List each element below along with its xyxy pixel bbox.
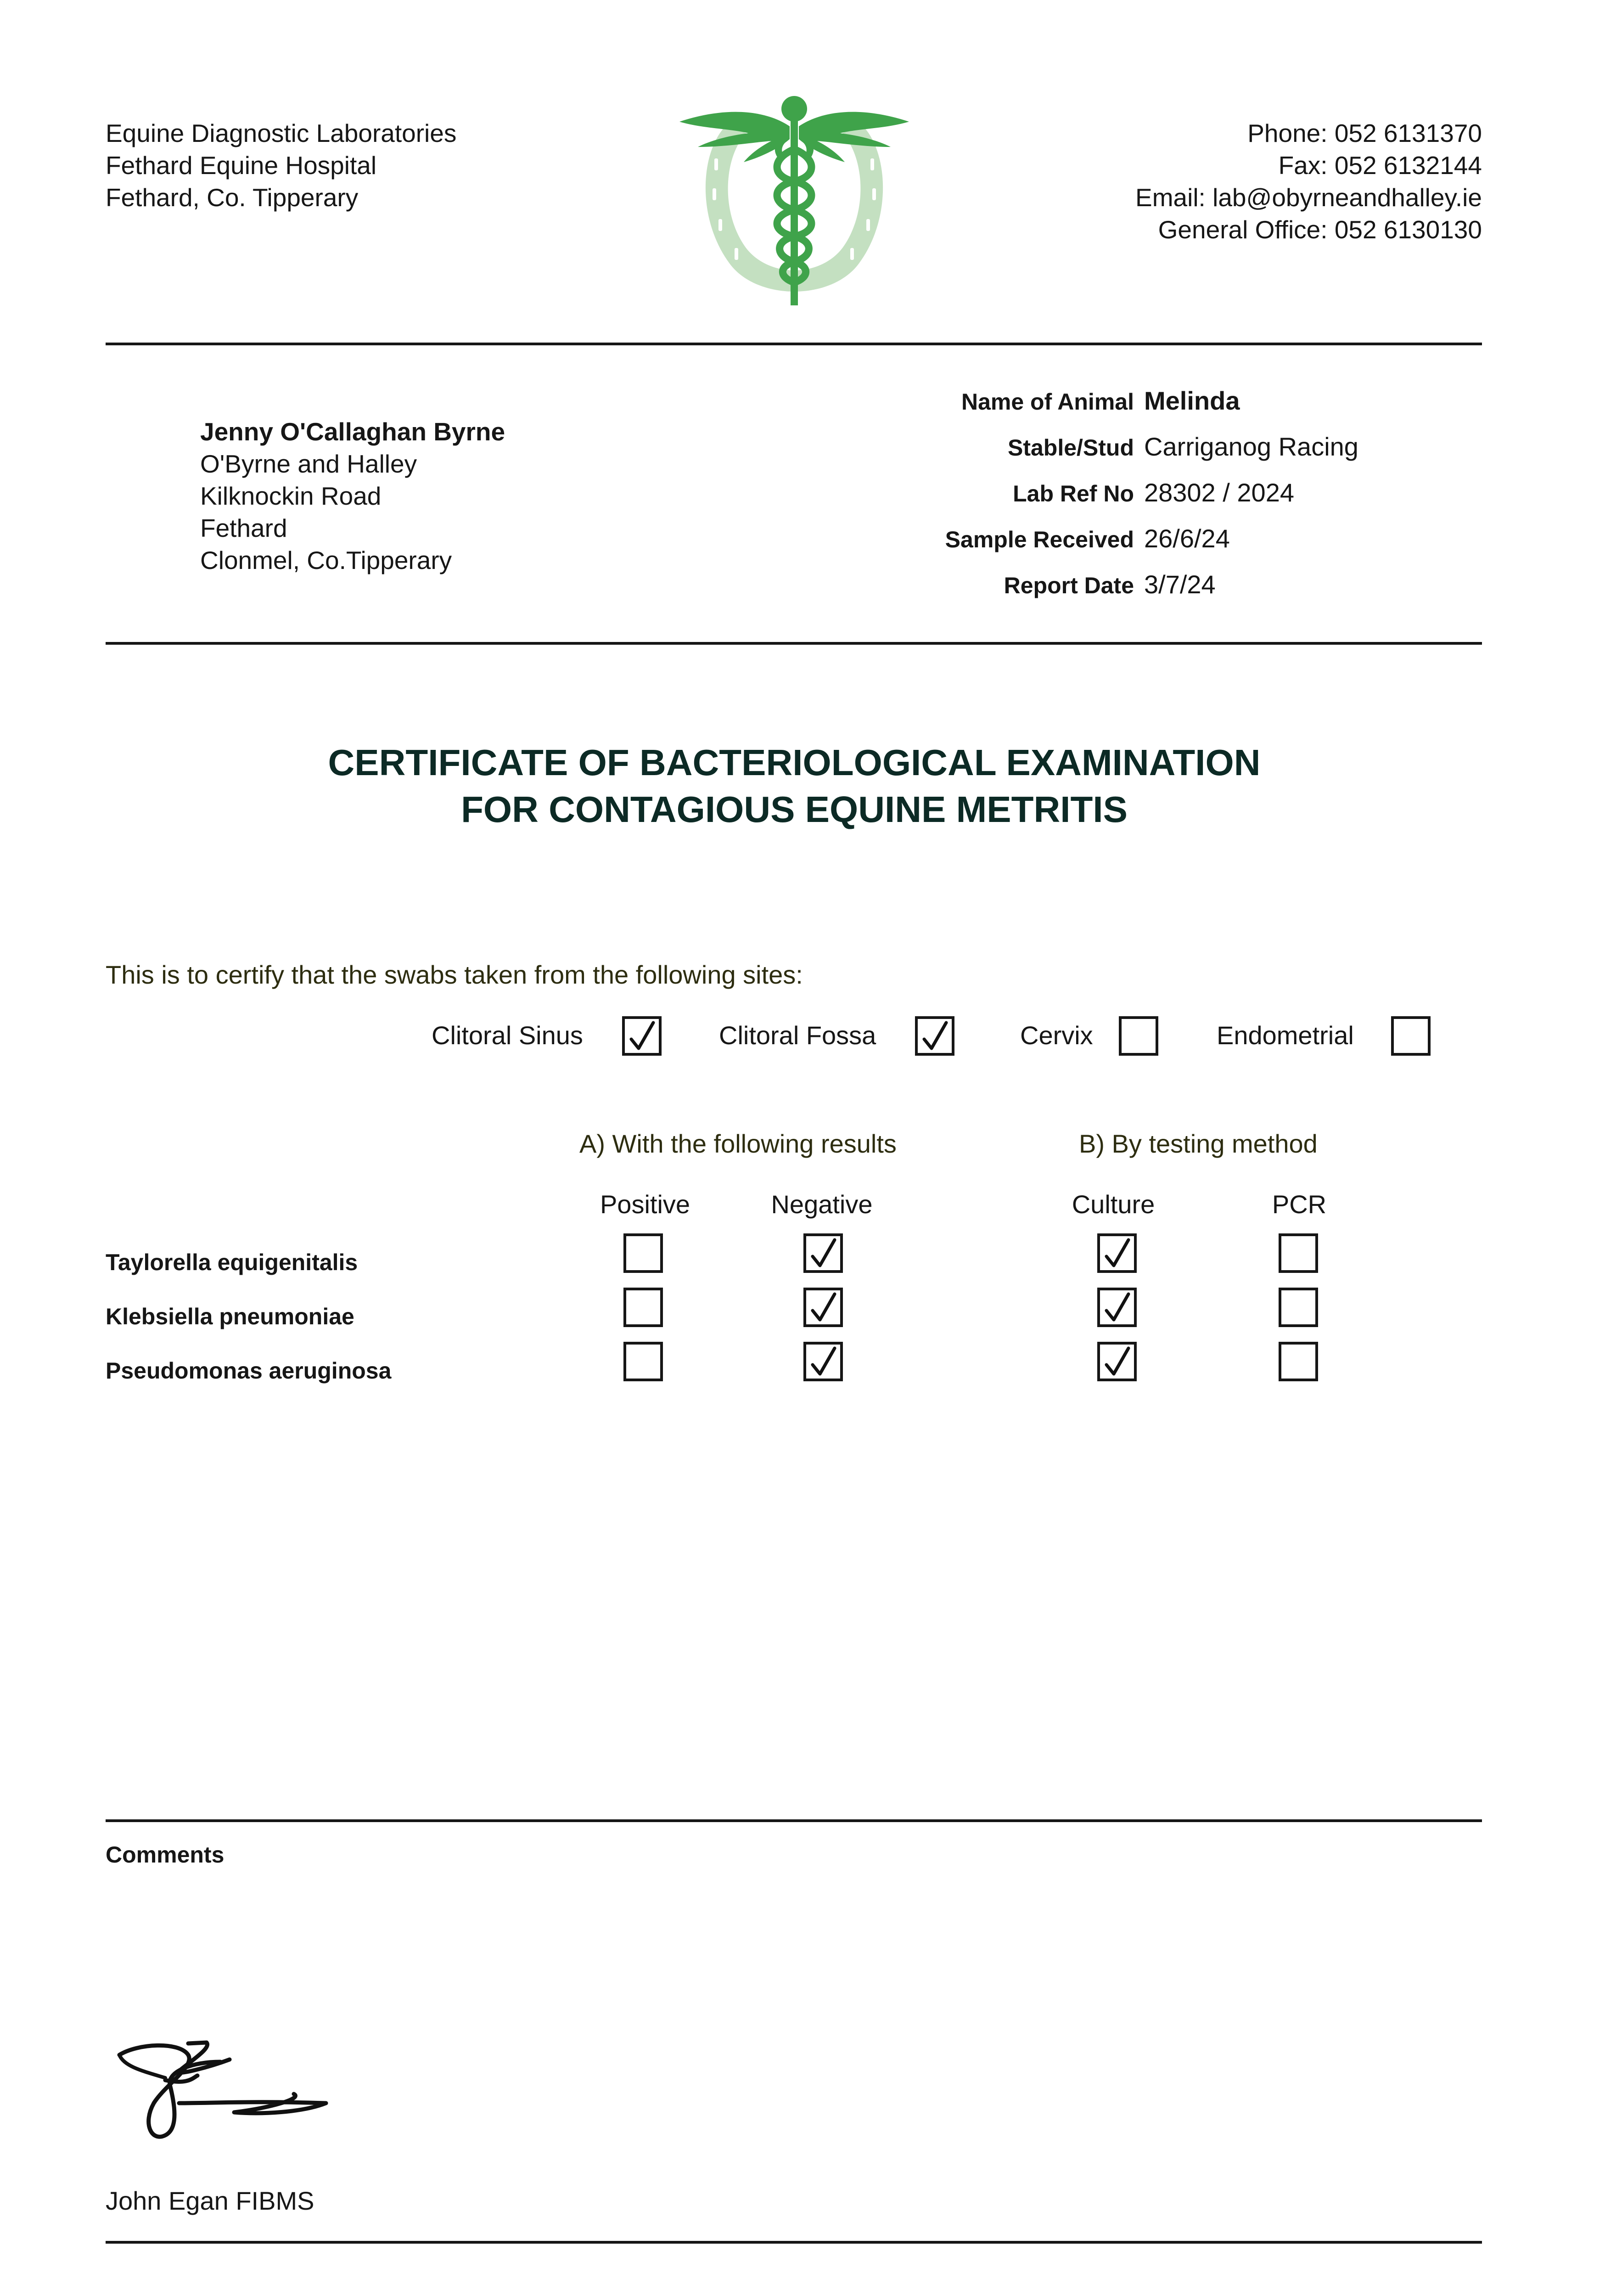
checkbox-pseudomonas-positive[interactable] (623, 1342, 663, 1381)
caduceus-horseshoe-logo (661, 90, 927, 310)
results-section-heading: A) With the following results (579, 1129, 897, 1158)
recipient-line: Kilknockin Road (200, 482, 382, 510)
title-line-2: FOR CONTAGIOUS EQUINE METRITIS (461, 789, 1128, 830)
checkbox-klebsiella-negative[interactable] (803, 1288, 843, 1327)
info-row-report (780, 569, 1358, 615)
checkbox-klebsiella-positive[interactable] (623, 1288, 663, 1327)
info-row-stable (780, 432, 1358, 478)
column-negative: Negative (771, 1190, 873, 1219)
checkmark-icon (1284, 1291, 1313, 1325)
checkbox-taylorella-positive[interactable] (623, 1233, 663, 1273)
recipient-line: Fethard (200, 514, 287, 542)
checkmark-icon (628, 1020, 656, 1054)
checkmark-icon (1284, 1237, 1313, 1271)
checkmark-icon (1103, 1237, 1131, 1271)
recipient-line: O'Byrne and Halley (200, 450, 417, 478)
checkbox-clitoral-fossa[interactable] (915, 1016, 954, 1056)
fax-number: Fax: 052 6132144 (1278, 151, 1482, 180)
column-positive: Positive (600, 1190, 690, 1219)
phone-number: Phone: 052 6131370 (1247, 119, 1482, 147)
recipient-line: Clonmel, Co.Tipperary (200, 546, 452, 574)
signer-name: John Egan FIBMS (106, 2186, 314, 2215)
column-culture: Culture (1072, 1190, 1155, 1219)
checkmark-icon (1103, 1291, 1131, 1325)
checkbox-pseudomonas-culture[interactable] (1097, 1342, 1137, 1381)
info-divider (106, 642, 1482, 645)
organism-klebsiella: Klebsiella pneumoniae (106, 1304, 354, 1329)
lab-ref-number: 28302 / 2024 (1144, 478, 1294, 507)
certify-statement: This is to certify that the swabs taken from the following sites: (106, 960, 803, 989)
checkmark-icon (629, 1237, 657, 1271)
checkbox-klebsiella-culture[interactable] (1097, 1288, 1137, 1327)
lab-name: Equine Diagnostic Laboratories (106, 119, 457, 147)
comments-divider (106, 1819, 1482, 1822)
animal-name: Melinda (1144, 386, 1240, 415)
checkbox-pseudomonas-pcr[interactable] (1279, 1342, 1318, 1381)
checkmark-icon (809, 1345, 837, 1379)
checkmark-icon (629, 1291, 657, 1325)
checkmark-icon (629, 1345, 657, 1379)
recipient-name: Jenny O'Callaghan Byrne (200, 417, 505, 446)
checkmark-icon (1397, 1020, 1425, 1054)
checkbox-taylorella-pcr[interactable] (1279, 1233, 1318, 1273)
checkmark-icon (1124, 1020, 1153, 1054)
site-label-cervix: Cervix (1020, 1021, 1093, 1050)
checkbox-cervix[interactable] (1119, 1016, 1158, 1056)
organism-taylorella: Taylorella equigenitalis (106, 1249, 358, 1275)
lab-location: Fethard, Co. Tipperary (106, 183, 359, 212)
checkbox-taylorella-negative[interactable] (803, 1233, 843, 1273)
stable-name: Carriganog Racing (1144, 432, 1358, 461)
recipient-address (200, 416, 505, 576)
checkbox-endometrial[interactable] (1391, 1016, 1431, 1056)
checkbox-pseudomonas-negative[interactable] (803, 1342, 843, 1381)
sample-received-date: 26/6/24 (1144, 524, 1230, 553)
checkbox-taylorella-culture[interactable] (1097, 1233, 1137, 1273)
checkmark-icon (809, 1291, 837, 1325)
checkmark-icon (809, 1237, 837, 1271)
lab-hospital: Fethard Equine Hospital (106, 151, 377, 180)
checkmark-icon (920, 1020, 949, 1054)
info-label: Report Date (1004, 573, 1134, 598)
title-line-1: CERTIFICATE OF BACTERIOLOGICAL EXAMINATION (328, 742, 1261, 783)
lab-contact (1135, 117, 1482, 246)
info-label: Stable/Stud (1007, 435, 1134, 461)
general-office-number: General Office: 052 6130130 (1158, 215, 1482, 244)
info-row-received (780, 523, 1358, 569)
email-address: Email: lab@obyrneandhalley.ie (1135, 183, 1482, 212)
lab-address (106, 117, 456, 214)
site-label-clitoral-sinus: Clitoral Sinus (432, 1021, 583, 1050)
info-label: Name of Animal (961, 389, 1134, 415)
comments-label: Comments (106, 1842, 224, 1868)
header-divider (106, 343, 1482, 345)
sample-info (780, 386, 1358, 615)
method-section-heading: B) By testing method (1079, 1129, 1318, 1158)
handwritten-signature (110, 2034, 340, 2154)
checkmark-icon (1284, 1345, 1313, 1379)
info-label: Sample Received (945, 527, 1134, 552)
organism-pseudomonas: Pseudomonas aeruginosa (106, 1358, 392, 1384)
checkbox-klebsiella-pcr[interactable] (1279, 1288, 1318, 1327)
certificate-title (106, 739, 1483, 833)
site-label-endometrial: Endometrial (1217, 1021, 1354, 1050)
checkmark-icon (1103, 1345, 1131, 1379)
site-label-clitoral-fossa: Clitoral Fossa (719, 1021, 876, 1050)
footer-divider (106, 2241, 1482, 2244)
checkbox-clitoral-sinus[interactable] (622, 1016, 662, 1056)
info-row-animal (780, 386, 1358, 432)
report-date: 3/7/24 (1144, 570, 1216, 599)
column-pcr: PCR (1272, 1190, 1327, 1219)
info-label: Lab Ref No (1013, 481, 1134, 506)
info-row-labref (780, 478, 1358, 523)
